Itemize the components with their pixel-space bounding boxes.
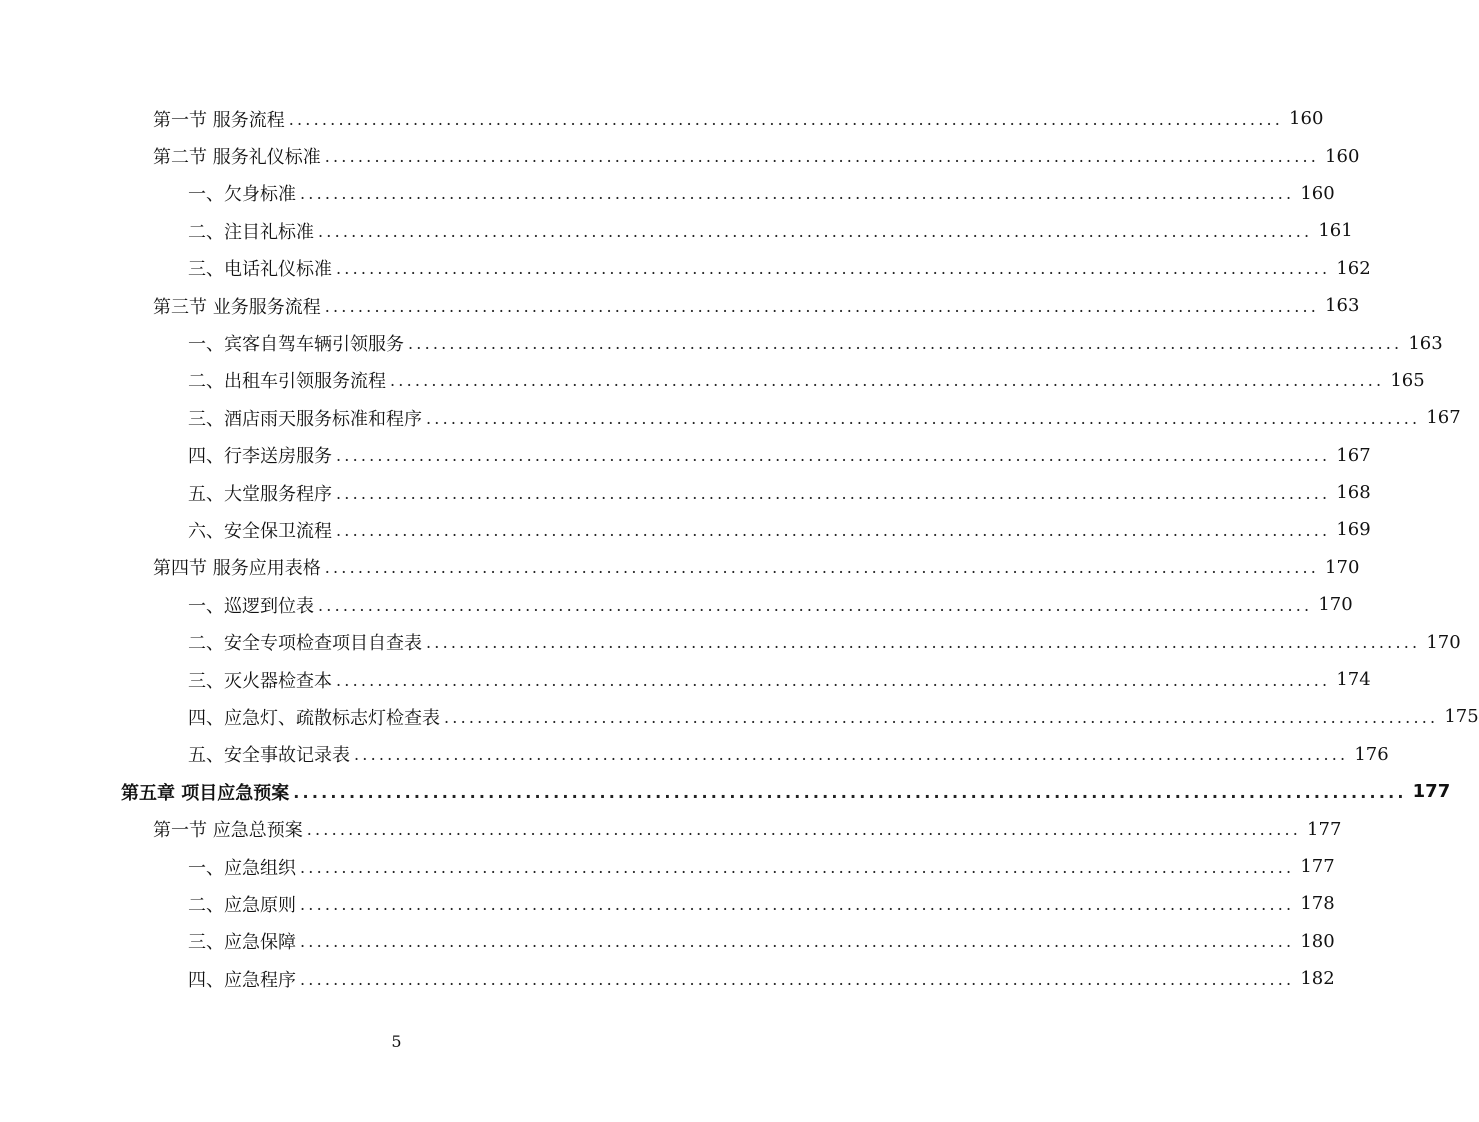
dot-leader: ........................................................................................................................ [300, 969, 1295, 989]
toc-entry-label: 二、应急原则 [188, 894, 296, 916]
toc-entry-item[interactable] [0, 698, 1479, 735]
dot-leader: ........................................................................................................................ [300, 857, 1295, 877]
toc-entry-page: 180 [1300, 930, 1335, 952]
toc-entry-page: 167 [1336, 444, 1371, 466]
toc-entry-page: 177 [1300, 856, 1335, 877]
dot-leader: ........................................................................................................................ [324, 147, 1320, 167]
toc-entry-item[interactable] [0, 586, 1353, 623]
toc-entry-item[interactable] [0, 362, 1425, 399]
toc-entry-page: 160 [1289, 108, 1324, 130]
toc-entry-page: 163 [1325, 295, 1360, 317]
toc-entry-item[interactable] [0, 736, 1389, 773]
toc-entry-item[interactable] [0, 212, 1353, 249]
toc-entry-label: 一、宾客自驾车辆引领服务 [188, 334, 404, 356]
toc-entry-label: 四、应急程序 [188, 969, 296, 991]
toc-entry-item[interactable] [0, 437, 1371, 474]
toc-entry-label: 一、巡逻到位表 [188, 595, 314, 617]
toc-entry-section[interactable] [0, 810, 1342, 847]
toc-entry-page: 182 [1300, 968, 1335, 990]
toc-entry-label: 二、安全专项检查项目自查表 [188, 633, 422, 655]
toc-entry-label: 一、欠身标准 [188, 184, 296, 206]
toc-entry-page: 165 [1390, 369, 1425, 391]
toc-entry-page: 170 [1325, 556, 1360, 578]
dot-leader: ........................................................................................................................ [390, 371, 1385, 391]
toc-entry-page: 160 [1325, 145, 1360, 167]
dot-leader: ........................................................................................................................ [324, 296, 1320, 316]
toc-entry-item[interactable] [0, 250, 1371, 287]
dot-leader: ........................................................................................................................ [354, 745, 1349, 765]
toc-entry-item[interactable] [0, 474, 1371, 511]
toc-entry-label: 第三节 业务服务流程 [153, 296, 321, 318]
toc-entry-label: 第四节 服务应用表格 [153, 558, 321, 580]
toc-entry-label: 一、应急组织 [188, 857, 296, 879]
toc-entry-item[interactable] [0, 511, 1371, 548]
toc-entry-label: 四、应急灯、疏散标志灯检查表 [188, 707, 440, 729]
dot-leader: ........................................................................................................................ [288, 109, 1284, 129]
dot-leader: ........................................................................................................................ [318, 595, 1313, 615]
toc-entry-page: 161 [1318, 220, 1353, 242]
toc-entry-label: 二、出租车引领服务流程 [188, 371, 386, 393]
table-of-contents [0, 100, 1479, 997]
toc-entry-label: 四、行李送房服务 [188, 446, 332, 468]
toc-entry-item[interactable] [0, 661, 1371, 698]
dot-leader: ........................................................................................................................ [426, 408, 1421, 428]
toc-entry-page: 176 [1354, 743, 1389, 765]
dot-leader: ........................................................................................................................ [300, 894, 1295, 914]
dot-leader: ........................................................................................................................ [336, 483, 1331, 503]
toc-entry-label: 五、安全事故记录表 [188, 745, 350, 767]
toc-entry-section[interactable] [0, 100, 1324, 137]
toc-entry-item[interactable] [0, 923, 1335, 960]
toc-entry-chapter[interactable] [0, 773, 1451, 810]
toc-entry-page: 167 [1426, 407, 1461, 429]
toc-entry-page: 174 [1336, 669, 1371, 691]
toc-entry-section[interactable] [0, 287, 1360, 324]
dot-leader: ........................................................................................................................ [336, 670, 1331, 690]
toc-entry-page: 169 [1336, 519, 1371, 541]
dot-leader: ........................................................................................................................ [293, 782, 1407, 802]
toc-entry-item[interactable] [0, 885, 1335, 922]
toc-entry-item[interactable] [0, 960, 1335, 997]
toc-entry-label: 第一节 服务流程 [153, 109, 285, 131]
toc-entry-item[interactable] [0, 623, 1461, 660]
toc-entry-label: 六、安全保卫流程 [188, 520, 332, 542]
toc-entry-label: 二、注目礼标准 [188, 221, 314, 243]
toc-entry-item[interactable] [0, 324, 1443, 361]
dot-leader: ........................................................................................................................ [300, 932, 1295, 952]
dot-leader: ........................................................................................................................ [300, 184, 1295, 204]
toc-entry-page: 178 [1300, 893, 1335, 915]
dot-leader: ........................................................................................................................ [324, 558, 1320, 578]
toc-entry-label: 三、应急保障 [188, 932, 296, 954]
toc-entry-page: 177 [1307, 818, 1342, 840]
toc-entry-label: 三、电话礼仪标准 [188, 259, 332, 281]
toc-entry-item[interactable] [0, 848, 1335, 885]
toc-entry-page: 170 [1426, 631, 1461, 653]
dot-leader: ........................................................................................................................ [426, 633, 1421, 653]
toc-entry-label: 第二节 服务礼仪标准 [153, 147, 321, 169]
toc-entry-label: 五、大堂服务程序 [188, 483, 332, 505]
page-number: 5 [391, 1032, 402, 1051]
toc-entry-page: 175 [1444, 706, 1479, 728]
dot-leader: ........................................................................................................................ [336, 259, 1331, 279]
toc-entry-page: 168 [1336, 482, 1371, 504]
toc-entry-label: 三、酒店雨天服务标准和程序 [188, 408, 422, 430]
toc-entry-page: 160 [1300, 182, 1335, 204]
toc-entry-page: 162 [1336, 257, 1371, 279]
toc-entry-label: 第一节 应急总预案 [153, 820, 303, 842]
toc-entry-section[interactable] [0, 549, 1360, 586]
dot-leader: ........................................................................................................................ [318, 221, 1313, 241]
toc-entry-item[interactable] [0, 399, 1461, 436]
toc-entry-label: 三、灭火器检查本 [188, 670, 332, 692]
dot-leader: ........................................................................................................................ [444, 707, 1439, 727]
toc-entry-page: 163 [1408, 332, 1443, 354]
dot-leader: ........................................................................................................................ [336, 520, 1331, 540]
toc-entry-label: 第五章 项目应急预案 [121, 782, 290, 804]
toc-entry-section[interactable] [0, 137, 1360, 174]
toc-entry-item[interactable] [0, 175, 1335, 212]
toc-entry-page: 177 [1412, 781, 1451, 803]
toc-entry-page: 170 [1318, 594, 1353, 616]
dot-leader: ........................................................................................................................ [408, 334, 1403, 354]
dot-leader: ........................................................................................................................ [336, 446, 1331, 466]
dot-leader: ........................................................................................................................ [306, 820, 1302, 840]
